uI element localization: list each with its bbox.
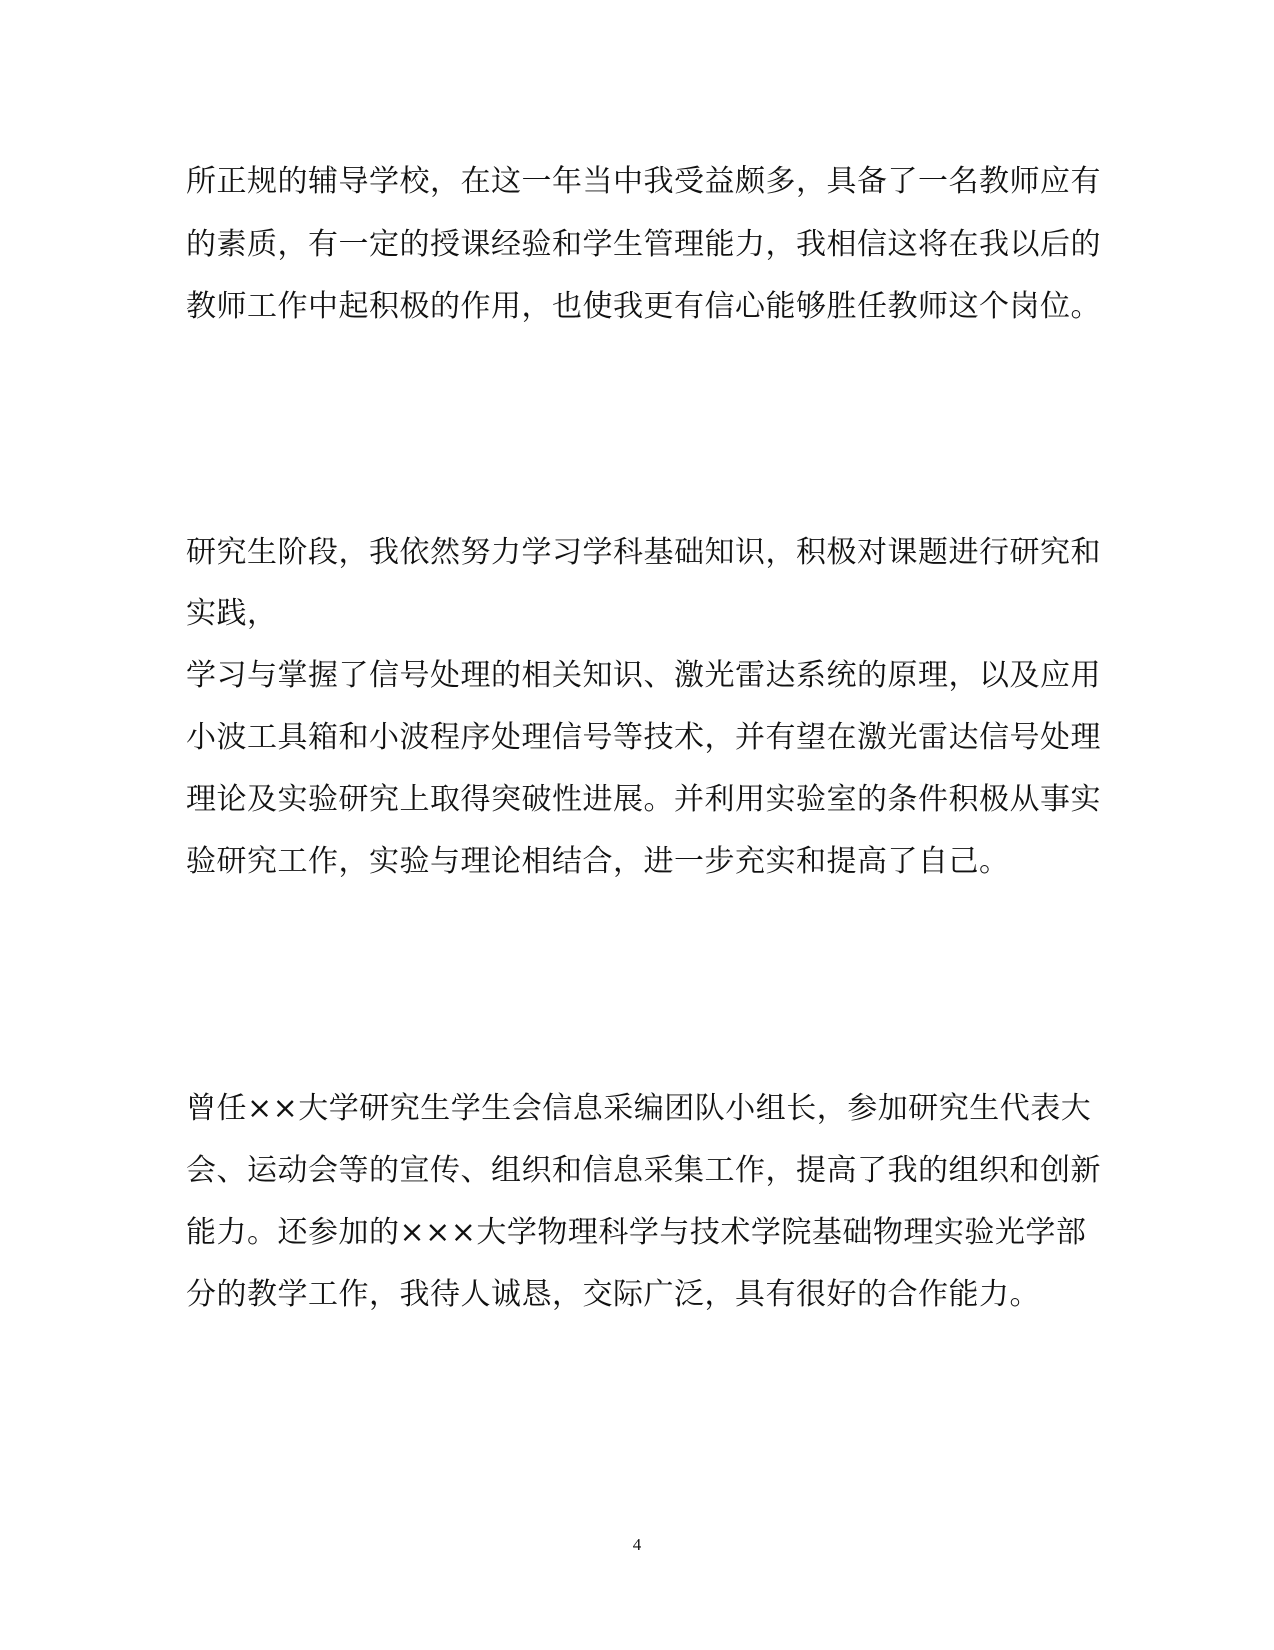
text-line: 所正规的辅导学校，在这一年当中我受益颇多，具备了一名教师应有 (186, 164, 1101, 199)
text-line: 的素质，有一定的授课经验和学生管理能力，我相信这将在我以后的 (186, 227, 1101, 262)
text-line: 会、运动会等的宣传、组织和信息采集工作，提高了我的组织和创新 (186, 1153, 1101, 1188)
text-line: 实践， (186, 596, 278, 631)
text-line: 教师工作中起积极的作用，也使我更有信心能够胜任教师这个岗位。 (186, 289, 1101, 324)
page-number: 4 (632, 1535, 642, 1554)
text-line: 分的教学工作，我待人诚恳，交际广泛，具有很好的合作能力。 (186, 1277, 1040, 1312)
text-line: 小波工具箱和小波程序处理信号等技术，并有望在激光雷达信号处理 (186, 720, 1101, 755)
text-line: 能力。还参加的×××大学物理科学与技术学院基础物理实验光学部 (186, 1215, 1087, 1250)
text-line: 理论及实验研究上取得突破性进展。并利用实验室的条件积极从事实 (186, 782, 1101, 817)
text-line: 学习与掌握了信号处理的相关知识、激光雷达系统的原理，以及应用 (186, 658, 1101, 693)
text-line: 曾任××大学研究生学生会信息采编团队小组长，参加研究生代表大 (186, 1091, 1092, 1126)
text-line: 验研究工作，实验与理论相结合，进一步充实和提高了自己。 (186, 844, 1010, 879)
text-line: 研究生阶段，我依然努力学习学科基础知识，积极对课题进行研究和 (186, 535, 1101, 570)
